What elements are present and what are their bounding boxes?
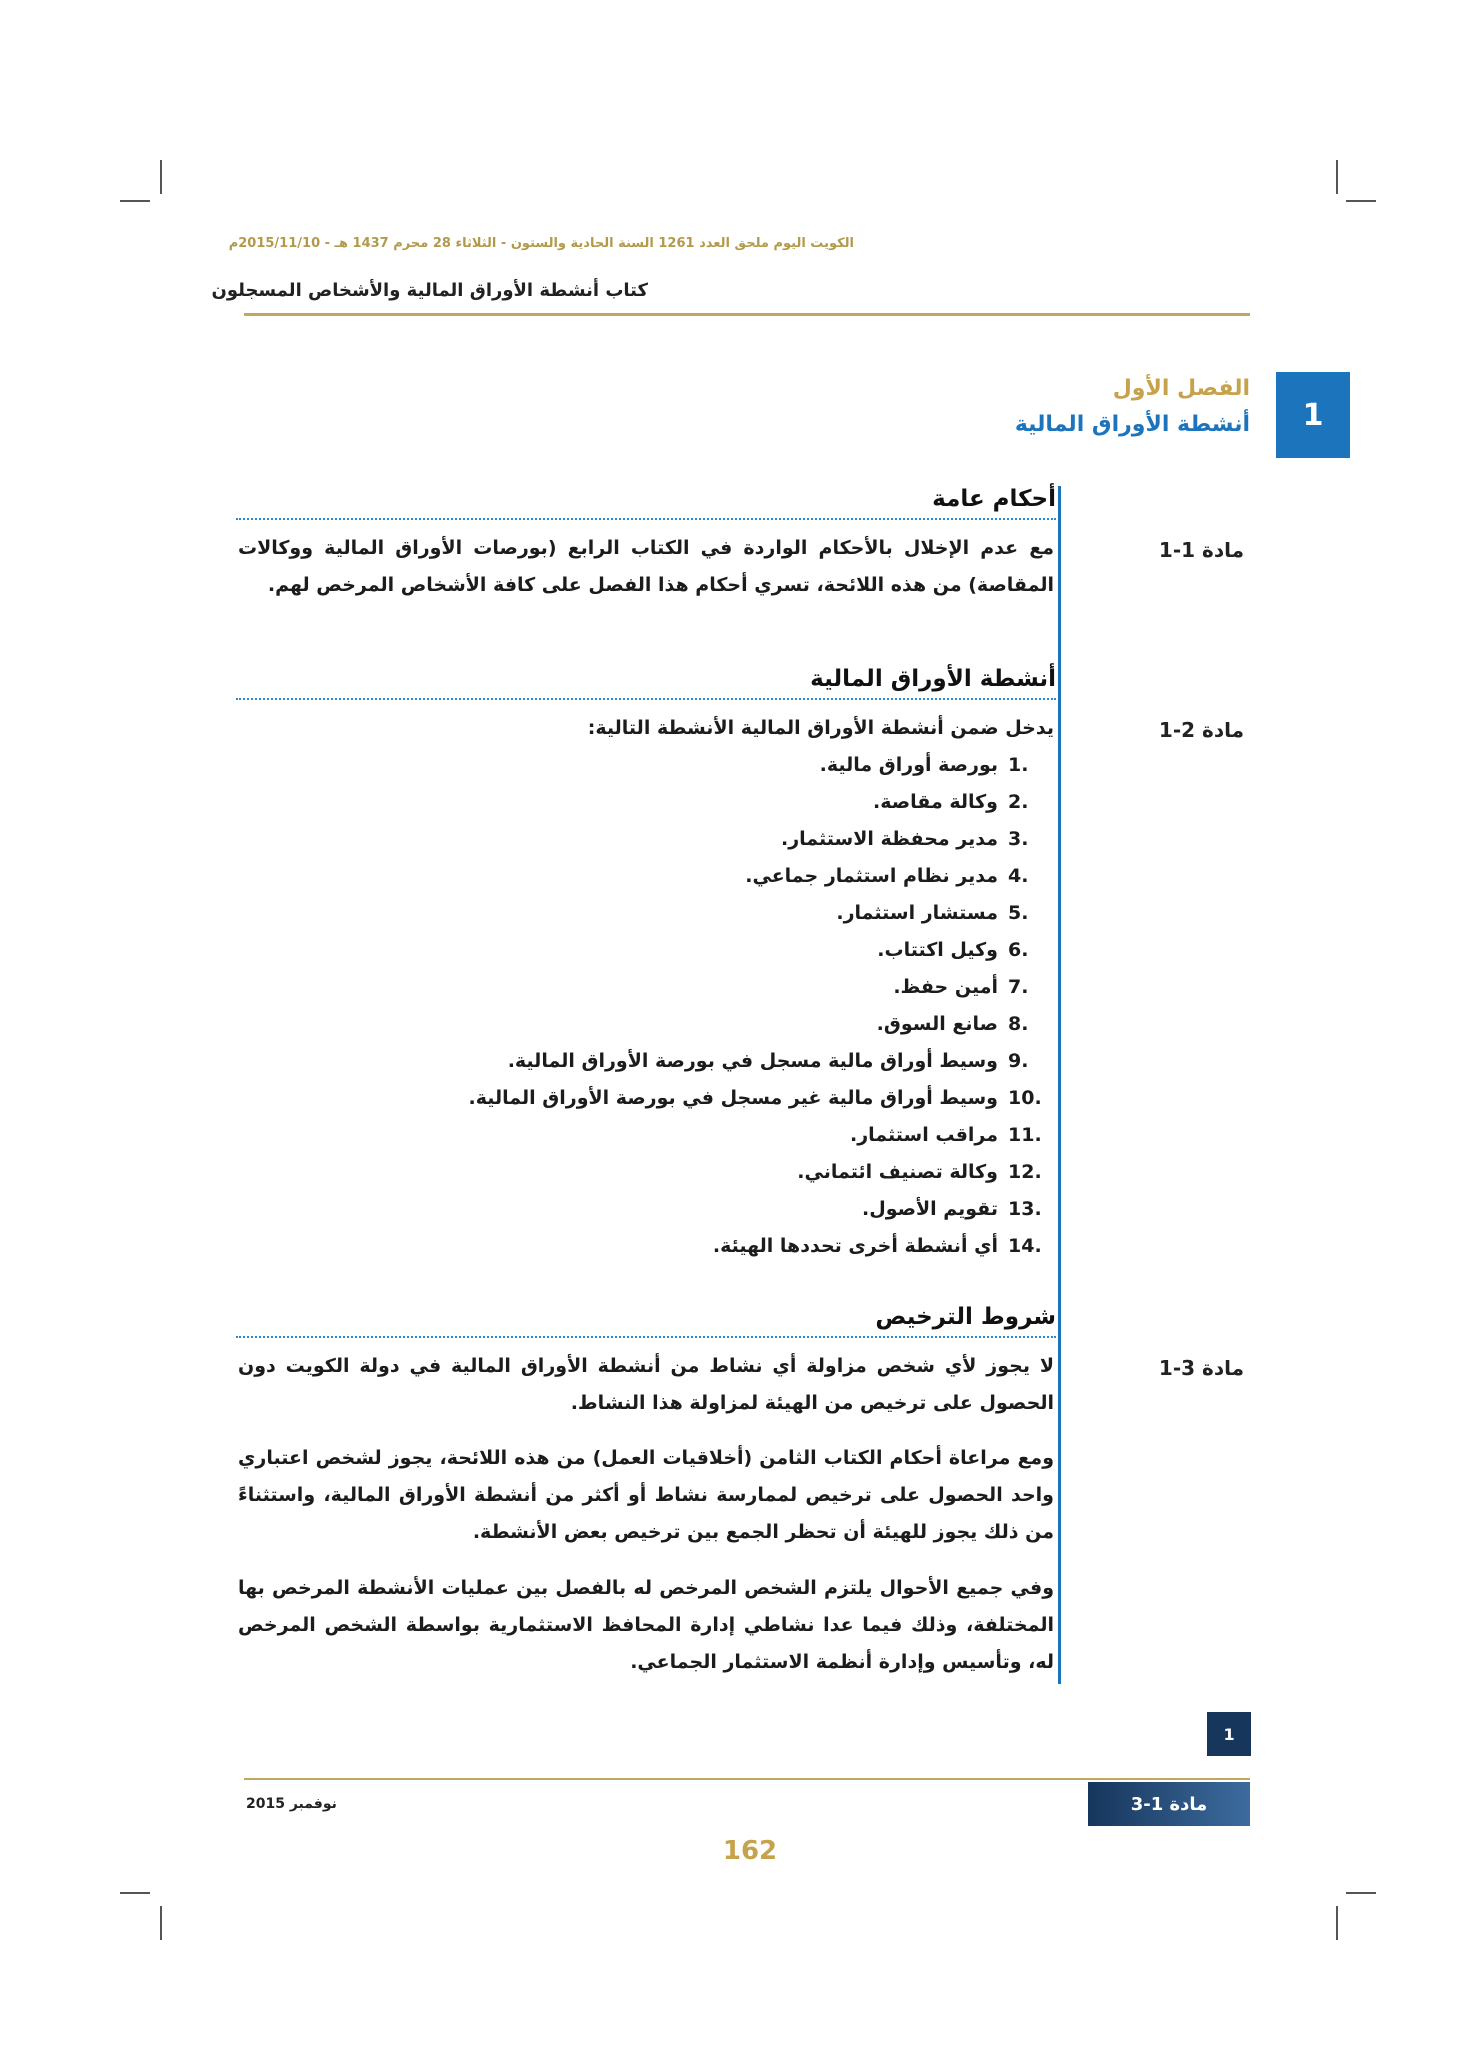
chapter-page-box: 1 bbox=[1207, 1712, 1251, 1756]
list-item bbox=[238, 821, 1054, 858]
item-number: 6. bbox=[1008, 939, 1029, 961]
footer-article-tab: مادة 1-3 bbox=[1088, 1782, 1250, 1826]
page-number: 162 bbox=[722, 1836, 778, 1866]
chapter-number-box: 1 bbox=[1276, 372, 1350, 458]
item-number: 11. bbox=[1008, 1124, 1042, 1146]
article-label: مادة 1-1 bbox=[1158, 538, 1244, 562]
footer-date: نوفمبر 2015 bbox=[246, 1796, 337, 1812]
item-number: 7. bbox=[1008, 976, 1029, 998]
article-label: مادة 2-1 bbox=[1158, 718, 1244, 742]
item-text: تقويم الأصول. bbox=[861, 1198, 998, 1220]
item-text: أمين حفظ. bbox=[893, 976, 998, 998]
crop-mark bbox=[160, 160, 162, 194]
crop-mark bbox=[120, 1892, 150, 1894]
list-item bbox=[238, 1080, 1054, 1117]
item-number: 8. bbox=[1008, 1013, 1029, 1035]
list-item bbox=[238, 969, 1054, 1006]
list-item bbox=[238, 1043, 1054, 1080]
item-text: صانع السوق. bbox=[876, 1013, 998, 1035]
item-number: 13. bbox=[1008, 1198, 1042, 1220]
item-text: وكيل اكتتاب. bbox=[877, 939, 998, 961]
item-number: 5. bbox=[1008, 902, 1029, 924]
article-intro: يدخل ضمن أنشطة الأوراق المالية الأنشطة التالية: bbox=[587, 717, 1054, 739]
crop-mark bbox=[1346, 1892, 1376, 1894]
list-item bbox=[238, 1191, 1054, 1228]
gazette-line: الكويت اليوم ملحق العدد 1261 السنة الحادية والستون - الثلاثاء 28 محرم 1437 هـ - 2015/11/10م bbox=[228, 236, 854, 251]
list-item bbox=[238, 932, 1054, 969]
book-title: كتاب أنشطة الأوراق المالية والأشخاص المسجلون bbox=[211, 280, 648, 301]
item-number: 10. bbox=[1008, 1087, 1042, 1109]
list-item bbox=[238, 858, 1054, 895]
item-number: 4. bbox=[1008, 865, 1029, 887]
item-text: مستشار استثمار. bbox=[836, 902, 998, 924]
section-general-provisions bbox=[236, 486, 1056, 520]
item-text: بورصة أوراق مالية. bbox=[819, 754, 998, 776]
item-number: 12. bbox=[1008, 1161, 1042, 1183]
article-paragraph: لا يجوز لأي شخص مزاولة أي نشاط من أنشطة الأوراق المالية في دولة الكويت دون الحصول على ترخيص من الهيئة لمزاولة هذا النشاط. bbox=[238, 1355, 1054, 1414]
item-text: وسيط أوراق مالية غير مسجل في بورصة الأوراق المالية. bbox=[468, 1087, 998, 1109]
item-number: 3. bbox=[1008, 828, 1029, 850]
list-item bbox=[238, 1228, 1054, 1265]
item-text: وكالة مقاصة. bbox=[873, 791, 998, 813]
item-text: وسيط أوراق مالية مسجل في بورصة الأوراق المالية. bbox=[507, 1050, 998, 1072]
list-item bbox=[238, 895, 1054, 932]
item-number: 9. bbox=[1008, 1050, 1029, 1072]
activities-list bbox=[238, 747, 1054, 1265]
section-title: أحكام عامة bbox=[236, 486, 1056, 520]
crop-mark bbox=[1336, 160, 1338, 194]
list-item bbox=[238, 1117, 1054, 1154]
item-text: أي أنشطة أخرى تحددها الهيئة. bbox=[712, 1235, 998, 1257]
crop-mark bbox=[120, 200, 150, 202]
crop-mark bbox=[160, 1906, 162, 1940]
item-text: مدير نظام استثمار جماعي. bbox=[745, 865, 998, 887]
item-number: 1. bbox=[1008, 754, 1029, 776]
article-paragraph: مع عدم الإخلال بالأحكام الواردة في الكتاب الرابع (بورصات الأوراق المالية ووكالات المقاصة) من هذه اللائحة، تسري أحكام هذا الفصل على كافة الأشخاص المرخص لهم. bbox=[238, 537, 1054, 596]
item-text: مدير محفظة الاستثمار. bbox=[781, 828, 998, 850]
item-text: وكالة تصنيف ائتماني. bbox=[797, 1161, 998, 1183]
article-label: مادة 3-1 bbox=[1158, 1356, 1244, 1380]
section-securities-activities bbox=[236, 666, 1056, 700]
chapter-name: أنشطة الأوراق المالية bbox=[1014, 412, 1250, 437]
content-divider bbox=[1058, 486, 1061, 1684]
list-item bbox=[238, 784, 1054, 821]
section-licensing-conditions bbox=[236, 1304, 1056, 1338]
list-item bbox=[238, 1006, 1054, 1043]
item-number: 14. bbox=[1008, 1235, 1042, 1257]
article-paragraph: وفي جميع الأحوال يلتزم الشخص المرخص له بالفصل بين عمليات الأنشطة المرخص بها المختلفة، وذلك فيما عدا نشاطي إدارة المحافظ الاستثمارية بواسطة الشخص المرخص له، وتأسيس وإدارة أنظمة الاستثمار الجماعي. bbox=[238, 1577, 1054, 1673]
header-rule bbox=[244, 313, 1250, 316]
item-text: مراقب استثمار. bbox=[849, 1124, 998, 1146]
footer-rule bbox=[244, 1778, 1250, 1780]
item-number: 2. bbox=[1008, 791, 1029, 813]
list-item bbox=[238, 747, 1054, 784]
list-item bbox=[238, 1154, 1054, 1191]
article-paragraph: ومع مراعاة أحكام الكتاب الثامن (أخلاقيات العمل) من هذه اللائحة، يجوز لشخص اعتباري واحد الحصول على ترخيص لممارسة نشاط أو أكثر من أنشطة الأوراق المالية، واستثناءً من ذلك يجوز للهيئة أن تحظر الجمع بين ترخيص بعض الأنشطة. bbox=[238, 1447, 1054, 1543]
section-title: أنشطة الأوراق المالية bbox=[236, 666, 1056, 700]
crop-mark bbox=[1346, 200, 1376, 202]
crop-mark bbox=[1336, 1906, 1338, 1940]
section-title: شروط الترخيص bbox=[236, 1304, 1056, 1338]
chapter-label: الفصل الأول bbox=[1112, 376, 1250, 401]
